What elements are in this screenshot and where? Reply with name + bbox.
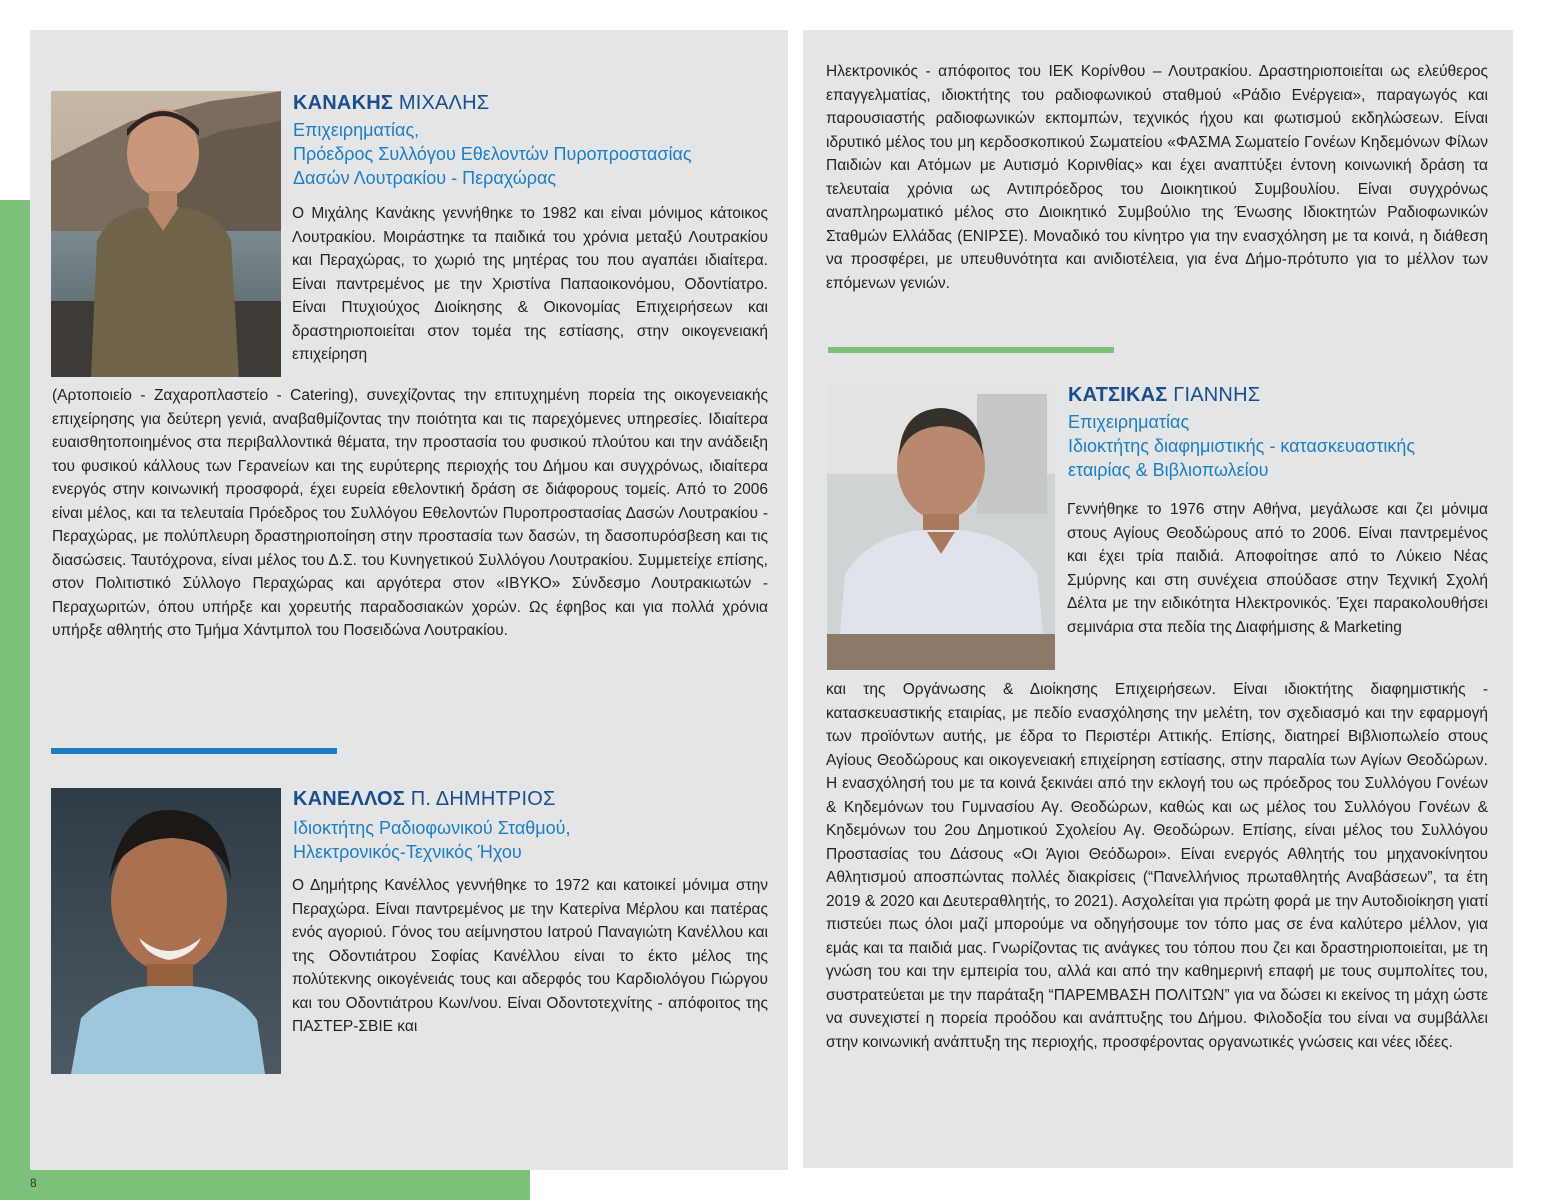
- kanellos-bio-continued: Ηλεκτρονικός - απόφοιτος του ΙΕΚ Κορίνθου – Λουτρακίου. Δραστηριοποιείται ως ελεύθερος επαγγελματίας, ιδιοκτήτης του ραδιοφωνικού σταθμού «Ράδιο Ενέργεια», παραγωγός και παρουσιαστής ραδιοφωνικών εκπομπών, τεχνικός ήχου και φωτισμού εκδηλώσεων. Είναι ιδρυτικό μέλος του μη κερδοσκοπικού Σωματείου «ΦΑΣΜΑ Σωματείο Γονέων Κηδεμόνων Φίλων Παιδιών και Ατόμων με Αυτισμό Κορινθίας» και έχει αναπτύξει έντονη κοινωνική δράση τα τελευταία χρόνια ως Αντιπρόεδρος του Διοικητικού Συμβουλίου. Είναι συγχρόνως αναπληρωματικό μέλος στο Διοικητικό Συμβούλιο της Ένωσης Ιδιοκτητών Ραδιοφωνικών Σταθμών Ελλάδας (ΕΝΙΡΣΕ). Μοναδικό του κίνητρο για την ενασχόληση με τα κοινά, η διάθεση να προσφέρει, με υπευθυνότητα και ανιδιοτέλεια, για ένα Δήμο-πρότυπο για το μέλλον των επόμενων γενιών.: [826, 63, 1488, 292]
- katsikas-role-line: εταιρίας & Βιβλιοπωλείου: [1068, 460, 1269, 480]
- katsikas-name: [1068, 384, 1260, 407]
- katsikas-role-line: Ιδιοκτήτης διαφημιστικής - κατασκευαστικής: [1068, 436, 1416, 456]
- kanakis-role-line: Πρόεδρος Συλλόγου Εθελοντών Πυροπροστασίας: [293, 144, 692, 164]
- kanakis-bio-continued: (Αρτοποιείο - Ζαχαροπλαστείο - Catering), συνεχίζοντας την επιτυχημένη πορεία της οικογενειακής επιχείρησης για δεύτερη γενιά, αναβαθμίζοντας την ποιότητα και τις παρεχόμενες υπηρεσίες. Ιδιαίτερα ευαισθητοποιημένος στα περιβαλλοντικά θέματα, την προστασία του φυσικού πλούτου και την ανάδειξη του φυσικού κάλλους των Γερανείων και της ευρύτερης περιοχής του Δήμου και συγχρόνως, ιδιαίτερα ενεργός στην κοινωνική προσφορά, έχει ευρεία εθελοντική δράση σε διάφορους τομείς. Από το 2006 είναι μέλος, και τα τελευταία Πρόεδρος του Συλλόγου Εθελοντών Πυροπροστασίας Δασών Λουτρακίου - Περαχώρας, με πολύπλευρη δραστηριοποίηση στην προστασία των δασών, τη δασοπυρόσβεση και τις διασώσεις. Ταυτόχρονα, είναι μέλος του Δ.Σ. του Κυνηγετικού Συλλόγου Λουτρακίου. Συμμετείχε επίσης, στον Πολιτιστικό Σύλλογο Περαχώρας και αργότερα στον «ΙΒΥΚΟ» Σύνδεσμο Λουτρακιωτών - Περαχωριτών, όπου υπήρξε και χορευτής παραδοσιακών χορών. Ως έφηβος και για πολλά χρόνια υπήρξε αθλητής στο Τμήμα Χάντμπολ του Ποσειδώνα Λουτρακίου.: [52, 387, 768, 639]
- kanakis-name: [293, 92, 489, 115]
- kanellos-surname: ΚΑΝΕΛΛΟΣ: [293, 788, 405, 810]
- kanellos-photo: [51, 788, 281, 1074]
- kanakis-bio-intro: Ο Μιχάλης Κανάκης γεννήθηκε το 1982 και είναι μόνιμος κάτοικος Λουτρακίου. Μοιράστηκε τα παιδικά του χρόνια μεταξύ Λουτρακίου και Περαχώρας, το χωριό της μητέρας του που αγαπάει ιδιαίτερα. Είναι παντρεμένος με την Χριστίνα Παπαοικονόμου, Οδοντίατρο. Είναι Πτυχιούχος Διοίκησης & Οικονομίας Επιχειρήσεων και δραστηριοποιείται στον τομέα της εστίασης, στην οικογενειακή επιχείρηση: [292, 205, 768, 363]
- katsikas-role: [1068, 410, 1498, 482]
- kanakis-surname: ΚΑΝΑΚΗΣ: [293, 92, 394, 114]
- right-page-panel: [803, 30, 1513, 1168]
- kanellos-role: [293, 816, 773, 864]
- katsikas-given-name: ΓΙΑΝΝΗΣ: [1173, 384, 1261, 406]
- kanellos-name: [293, 788, 556, 811]
- kanakis-role-line: Δασών Λουτρακίου - Περαχώρας: [293, 168, 557, 188]
- green-divider: [828, 347, 1114, 353]
- kanellos-role-line: Ηλεκτρονικός-Τεχνικός Ήχου: [293, 842, 522, 862]
- kanakis-role: [293, 118, 773, 190]
- kanellos-role-line: Ιδιοκτήτης Ραδιοφωνικού Σταθμού,: [293, 818, 571, 838]
- katsikas-surname: ΚΑΤΣΙΚΑΣ: [1068, 384, 1168, 406]
- kanellos-bio-intro: Ο Δημήτρης Κανέλλος γεννήθηκε το 1972 και κατοικεί μόνιμα στην Περαχώρα. Είναι παντρεμένος με την Κατερίνα Μέρλου και πατέρας ενός αγοριού. Γόνος του αείμνηστου Ιατρού Παναγιώτη Κανέλλου και της Οδοντιάτρου Σοφίας Κανέλλου είναι το έκτο μέλος της πολύτεκνης οικογένειάς τους και αδερφός του Καρδιολόγου Γιώργου και του Οδοντιάτρου Κων/νου. Είναι Οδοντοτεχνίτης - απόφοιτος της ΠΑΣΤΕΡ-ΣΒΙΕ και: [292, 877, 768, 1035]
- kanakis-given-name: ΜΙΧΑΛΗΣ: [398, 92, 490, 114]
- katsikas-bio-intro: Γεννήθηκε το 1976 στην Αθήνα, μεγάλωσε και ζει μόνιμα στους Αγίους Θεοδώρους από το 2006. Είναι παντρεμένος και έχει τρία παιδιά. Αποφοίτησε από το Λύκειο Νέας Σμύρνης και στη συνέχεια σπούδασε στην Τεχνική Σχολή Δέλτα με την ειδικότητα Ηλεκτρονικός. Έχει παρακολουθήσει σεμινάρια στα πεδία της Διαφήμισης & Marketing: [1067, 501, 1488, 636]
- katsikas-role-line: Επιχειρηματίας: [1068, 412, 1190, 432]
- green-side-band: [0, 200, 30, 1200]
- page-number: 8: [30, 1176, 37, 1190]
- green-bottom-band: [0, 1170, 530, 1200]
- kanakis-photo: [51, 91, 281, 377]
- left-page-panel: [30, 30, 788, 1170]
- kanellos-given-name: Π. ΔΗΜΗΤΡΙΟΣ: [410, 788, 556, 810]
- katsikas-photo: [827, 384, 1055, 670]
- blue-divider: [51, 748, 337, 754]
- kanakis-role-line: Επιχειρηματίας,: [293, 120, 420, 140]
- katsikas-bio-continued: και της Οργάνωσης & Διοίκησης Επιχειρήσεων. Είναι ιδιοκτήτης διαφημιστικής - κατασκευαστικής εταιρίας, με πεδίο ενασχόλησης την μελέτη, τον σχεδιασμό και την εφαρμογή των προϊόντων αυτής, με έδρα το Περιστέρι Αττικής. Επίσης, διατηρεί Βιβλιοπωλείο στους Αγίους Θεοδώρους και οικογενειακή επιχείρηση εστίασης, στην παραλία των Αγίων Θεοδώρων. Η ενασχόλησή του με τα κοινά ξεκινάει από την εκλογή του ως πρόεδρος του Συλλόγου Γονέων & Κηδεμόνων του Γυμνασίου Αγ. Θεοδώρων, καθώς και ως μέλος του Συλλόγου Γονέων & Κηδεμόνων του 2ου Δημοτικού Σχολείου Αγ. Θεοδώρων. Επίσης, είναι μέλος του Συλλόγου Προστασίας του Δάσους «Οι Άγιοι Θεόδωροι». Είναι ενεργός Αθλητής του μηχανοκίνητου Αθλητισμού αποσπώντας πολλές διακρίσεις (“Πανελλήνιος πρωταθλητής Αναβάσεων”, τα έτη 2019 & 2020 και Δευτεραθλητής, το 2021). Ασχολείται για πρώτη φορά με την Αυτοδιοίκηση γιατί πιστεύει πως όλοι μαζί μπορούμε να οδηγήσουμε τον τόπο μας σε ένα καλύτερο μέλλον, για εμάς και τα παιδιά μας. Γνωρίζοντας τις ανάγκες του τόπου που ζει και δραστηριοποιείται, με τη γνώση του και την εμπειρία του, αλλά και από την καθημερινή επαφή με τους συμπολίτες του, συστρατεύεται με την παράταξη “ΠΑΡΕΜΒΑΣΗ ΠΟΛΙΤΩΝ” για να δώσει κι εκείνος τη μάχη ώστε να συνεχιστεί η πορεία προόδου και ανάπτυξης του Δήμου. Φιλοδοξία του είναι να συμβάλλει στην κοινωνική ανάπτυξη της περιοχής, προσφέροντας οργανωτικές γνώσεις και νέες ιδέες.: [826, 681, 1488, 1051]
